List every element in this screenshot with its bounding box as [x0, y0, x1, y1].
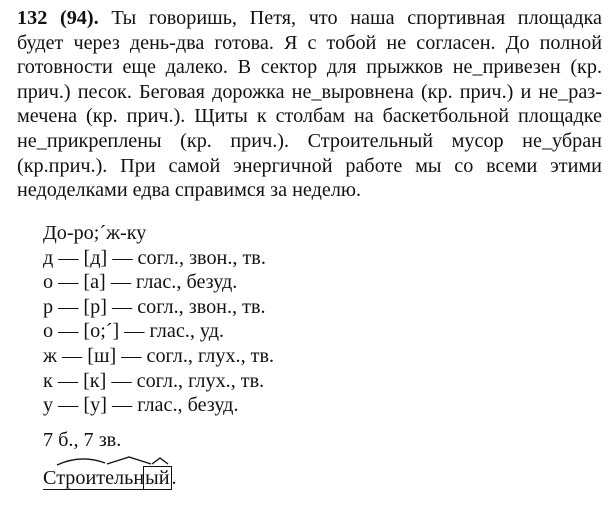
letters-sounds-summary: 7 б., 7 зв. [43, 429, 122, 451]
phonetic-row-7: у — [у] — глас., безуд. [43, 394, 239, 417]
exercise-line-7: (кр.прич.). При самой энергичной работе мы со всеми этими [17, 154, 602, 177]
exercise-line-1-text: Ты говоришь, Петя, что наша спортивная площадка [98, 7, 602, 29]
exercise-text [17, 6, 602, 203]
exercise-line-8: недоделками едва справимся за неделю. [17, 179, 362, 202]
exercise-line-5: мечена (кр. прич.). Щиты к столбам на баскетбольной площадке [17, 105, 602, 128]
root-arc-mark [43, 454, 183, 468]
exercise-number: 132 (94). [17, 7, 99, 29]
word-tail-period: . [171, 467, 177, 489]
phonetic-row-1: д — [д] — согл., звон., тв. [43, 246, 266, 269]
phonetic-row-4: о — [о;´] — глас., уд. [43, 320, 225, 343]
exercise-line-3: готовности еще далеко. В сектор для прыжков не_привезен (кр. [17, 56, 602, 79]
phonetic-row-5: ж — [ш] — согл., глух., тв. [43, 344, 275, 367]
phonetic-row-3: р — [р] — согл., звон., тв. [43, 295, 266, 318]
phonetic-row-6: к — [к] — согл., глух., тв. [43, 369, 265, 392]
suffix-caret-path [107, 457, 151, 464]
morphemic-word [43, 466, 177, 490]
suffix2-caret-path [152, 458, 168, 464]
word-stem: Строительн [43, 467, 145, 489]
exercise-line-1 [17, 6, 602, 31]
exercise-line-6: не_прикреплены (кр. прич.). Строительный мусор не_убран [17, 129, 602, 152]
morphemic-analysis [43, 466, 177, 490]
exercise-line-2: будет через день-два готова. Я с тобой не согласен. До полной [17, 31, 602, 54]
phonetic-word: До-ро;´ж-ку [43, 222, 147, 244]
phonetic-analysis [43, 221, 274, 418]
phonetic-row-2: о — [а] — глас., безуд. [43, 271, 238, 294]
exercise-line-4: прич.) песок. Беговая дорожка не_выровнена (кр. прич.) и не_раз- [17, 80, 602, 103]
word-ending-box: ый [145, 467, 170, 489]
root-arc-path [57, 459, 105, 465]
